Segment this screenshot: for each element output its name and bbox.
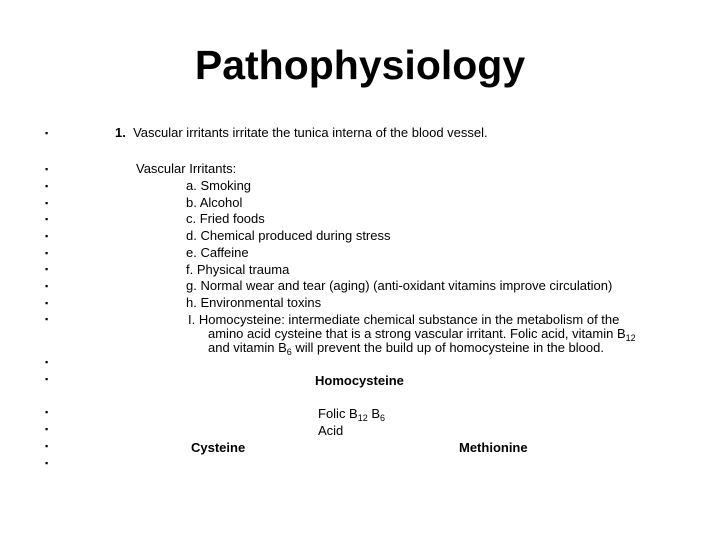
continuation-text: and vitamin B	[208, 340, 287, 355]
bullet-marker: ▪	[45, 264, 49, 274]
bullet-marker: ▪	[45, 314, 49, 324]
bullet-marker: ▪	[45, 231, 49, 241]
slide-title: Pathophysiology	[194, 42, 526, 88]
point-1-text: Vascular irritants irritate the tunica interna of the blood vessel.	[133, 125, 488, 140]
point-1-number: 1.	[115, 125, 126, 140]
vitamin-subscript: 6	[286, 347, 292, 357]
vitamin-subscript: 12	[625, 333, 636, 343]
vitamin-subscript: 6	[380, 413, 386, 423]
irritant-item: I. Homocysteine: intermediate chemical substance in the metabolism of the	[188, 312, 620, 327]
bullet-marker: ▪	[45, 424, 49, 434]
irritants-header: Vascular Irritants:	[136, 161, 237, 176]
irritant-item: e. Caffeine	[186, 245, 249, 260]
irritant-item-continuation	[208, 340, 604, 356]
bullet-marker: ▪	[45, 374, 49, 384]
bullet-marker: ▪	[45, 164, 49, 174]
methionine-label: Methionine	[459, 440, 528, 455]
bullet-marker: ▪	[45, 441, 49, 451]
cysteine-label: Cysteine	[191, 440, 246, 455]
irritant-item: h. Environmental toxins	[186, 295, 322, 310]
continuation-text: amino acid cysteine that is a strong vascular irritant. Folic acid, vitamin B	[208, 326, 626, 341]
vitamin-subscript: 12	[357, 413, 368, 423]
irritant-item: b. Alcohol	[186, 195, 243, 210]
homocysteine-label: Homocysteine	[315, 373, 404, 388]
bullet-marker: ▪	[45, 181, 49, 191]
irritant-item: f. Physical trauma	[186, 262, 290, 277]
bullet-marker: ▪	[45, 248, 49, 258]
bullet-marker: ▪	[45, 298, 49, 308]
folic-b12-b6-label	[318, 406, 385, 422]
acid-label: Acid	[318, 423, 344, 438]
irritant-item: c. Fried foods	[186, 211, 265, 226]
folic-text: B	[367, 406, 381, 421]
bullet-marker: ▪	[45, 281, 49, 291]
bullet-marker: ▪	[45, 458, 49, 468]
bullet-marker: ▪	[45, 357, 49, 367]
bullet-marker: ▪	[45, 198, 49, 208]
bullet-marker: ▪	[45, 214, 49, 224]
irritant-item: g. Normal wear and tear (aging) (anti-oxidant vitamins improve circulation)	[186, 278, 613, 293]
bullet-marker: ▪	[45, 407, 49, 417]
continuation-text: will prevent the build up of homocysteine in the blood.	[291, 340, 604, 355]
point-1	[115, 125, 488, 141]
irritant-item: a. Smoking	[186, 178, 252, 193]
bullet-marker: ▪	[45, 128, 49, 138]
folic-text: Folic B	[318, 406, 358, 421]
irritant-item: d. Chemical produced during stress	[186, 228, 391, 243]
